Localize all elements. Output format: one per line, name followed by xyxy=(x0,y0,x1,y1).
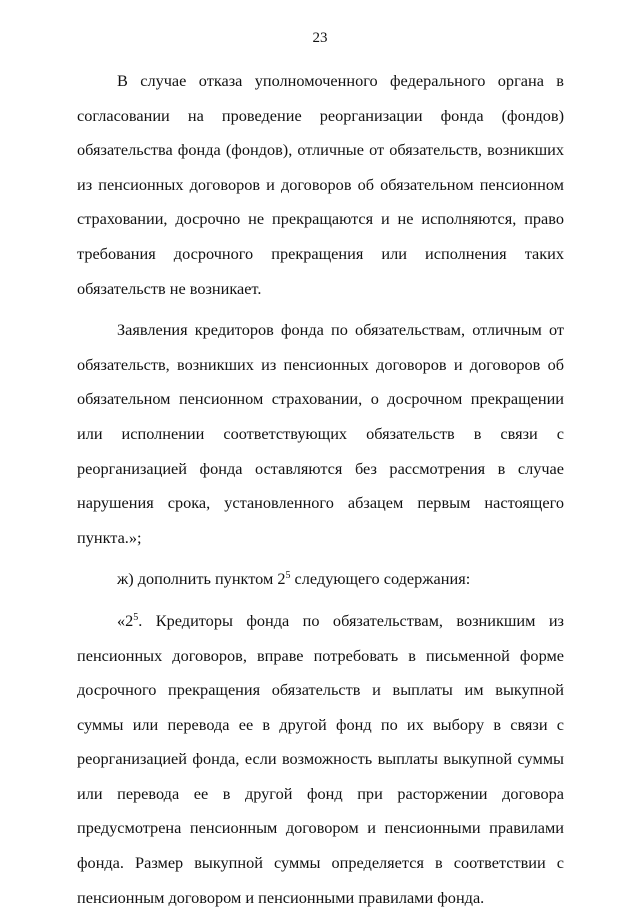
paragraph-creditor-claims: Заявления кредиторов фонда по обязательствам, отличным от обязательств, возникших из пенсионных договоров и договоров об обязательном пенсионном страховании, о досрочном прекращении или исполнении соответствующих обязательств в связи с реорганизацией фонда оставляются без рассмотрения в случае нарушения срока, установленного абзацем первым настоящего пункта.»; xyxy=(77,320,564,547)
paragraph-refusal-consequences: В случае отказа уполномоченного федерального органа в согласовании на проведение реорганизации фонда (фондов) обязательства фонда (фондов), отличные от обязательств, возникших из пенсионных договоров и договоров об обязательном пенсионном страховании, досрочно не прекращаются и не исполняются, право требования досрочного прекращения или исполнения таких обязательств не возникает. xyxy=(77,71,564,298)
superscript-5: 5 xyxy=(285,570,291,582)
clause-number: «2 xyxy=(117,610,134,630)
paragraph-amendment-intro xyxy=(77,562,564,597)
page-number: 23 xyxy=(312,30,328,46)
amendment-intro-text: ж) дополнить пунктом 2 xyxy=(117,569,286,589)
amendment-intro-text-end: следующего содержания: xyxy=(290,569,471,589)
document-body xyxy=(77,64,564,915)
paragraph-clause-2-5 xyxy=(77,604,564,915)
superscript-5: 5 xyxy=(133,611,139,623)
clause-text: . Кредиторы фонда по обязательствам, возникшим из пенсионных договоров, вправе потребовать в письменной форме досрочного прекращения обязательств и выплаты им выкупной суммы или перевода ее в другой фонд по их выбору в связи с реорганизацией фонда, если возможность выплаты выкупной суммы или перевода ее в другой фонд при расторжении договора предусмотрена пенсионным договором и пенсионными правилами фонда. Размер выкупной суммы определяется в соответствии с пенсионным договором и пенсионными правилами фонда. xyxy=(77,610,564,907)
